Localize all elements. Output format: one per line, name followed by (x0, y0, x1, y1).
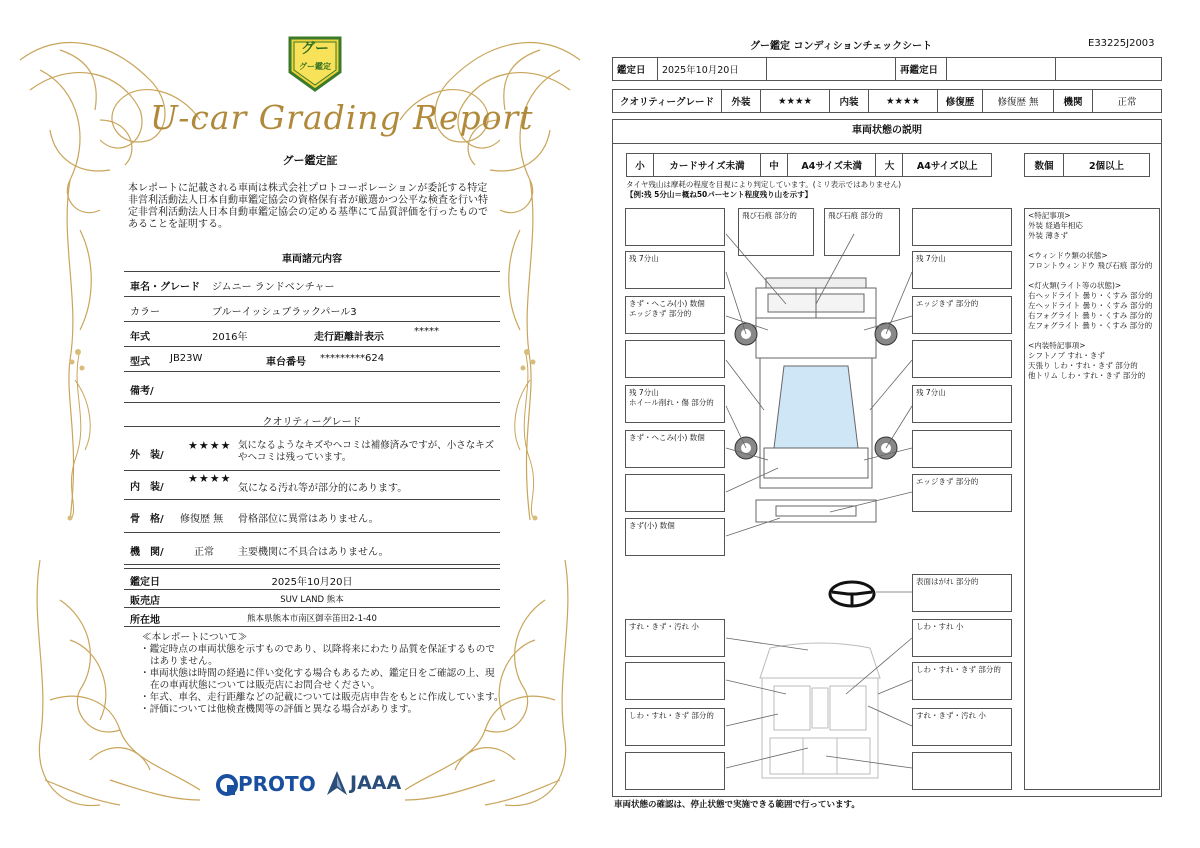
frame-text: 骨格部位に異常はありません。 (238, 514, 379, 525)
count-label: 数個 (1025, 154, 1064, 177)
year-value: 2016年 (212, 332, 248, 343)
callout-tire-rl: 残 7分山 ホイール削れ・傷 部分的 (625, 385, 725, 423)
address-value: 熊本県熊本市南区御幸笛田2-1-40 (247, 614, 377, 624)
size-small-desc: カードサイズ未満 (654, 154, 761, 177)
ext-stars: ★★★★ (761, 90, 830, 113)
sheet-title: グー鑑定 コンディションチェックシート (750, 41, 933, 52)
info-row-date (124, 568, 500, 590)
interior-stars: ★★★★ (188, 472, 232, 485)
sheet-footer: 車両状態の確認は、停止状態で実施できる範囲で行っています。 (614, 800, 860, 810)
report-script-title: U-car Grading Report (150, 98, 534, 137)
blank-cell (1056, 58, 1162, 81)
grade-row-interior (124, 471, 500, 500)
exterior-stars: ★★★★ (188, 439, 232, 452)
grade-row-frame (124, 500, 500, 533)
callout-empty (912, 430, 1012, 468)
spec-row-remarks (124, 372, 500, 403)
grade-table (612, 89, 1162, 113)
jaaa-logo (326, 770, 416, 798)
grade-row-engine (124, 533, 500, 565)
size-legend (626, 153, 992, 177)
odo-value: ***** (414, 326, 439, 337)
proto-logo-text: PROTO (238, 772, 316, 796)
spec-row-color (124, 296, 500, 322)
callout-interior-5: すれ・きず・汚れ 小 (912, 708, 1012, 746)
interior-text: 気になる汚れ等が部分的にあります。 (238, 483, 408, 494)
quality-divider (124, 426, 500, 427)
size-mid: 中 (760, 154, 787, 177)
qg-label: クオリティーグレード (613, 90, 722, 113)
cert-title: グー鑑定証 (282, 154, 338, 167)
cert-body: 本レポートに記載される車両は株式会社プロトコーポレーションが委託する特定非営利活動法人日本自動車鑑定協会の資格保有者が厳選かつ公平な検査を行い特定非営利活動法人日本自動車鑑定協会の定める基準にて品質評価を行ったものであることを証明する。 (128, 183, 488, 230)
tire-note-line1: タイヤ残山は摩耗の程度を目視により判定しています。(ミリ表示ではありません) (626, 180, 902, 189)
special-notes: <特記事項> 外装 経過年相応 外装 薄きず <ウィンドウ類の状態> フロントウィンドウ 飛び石痕 部分的 <灯火類(ライト等の状態)> 右ヘッドライト 曇り・くすみ 部分的 左ヘッドライト 曇り・くすみ 部分的 右フォグライト 曇り・くすみ 部分的 左フォグライト 曇り・くすみ 部分的 <内装特記事項> シフトノブ すれ・きず 天張り しわ・すれ・きず 部分的 他トリム しわ・すれ・きず 部分的 (1024, 208, 1160, 790)
callout-wheel: 表面はがれ 部分的 (912, 574, 1012, 612)
size-small: 小 (627, 154, 654, 177)
callout-tire-fl: 残 7分山 (625, 251, 725, 289)
quality-title: クオリティーグレード (262, 417, 362, 428)
callout-interior-3: しわ・すれ・きず 部分的 (625, 708, 725, 746)
callout-interior-2: しわ・すれ 小 (912, 619, 1012, 657)
int-stars: ★★★★ (869, 90, 938, 113)
callout-empty (625, 340, 725, 378)
blank-cell (767, 58, 896, 81)
engine-value: 正常 (194, 547, 214, 558)
note-item: ・鑑定時点の車両状態を示すものであり、以降将来にわたり品質を保証するものではありません。 (140, 644, 495, 667)
name-label: 車名・グレード (130, 282, 200, 293)
model-value: JB23W (170, 353, 203, 364)
repair-label: 修復歴 (938, 90, 983, 113)
size-mid-desc: A4サイズ未満 (787, 154, 876, 177)
engine-label: 機関 (1054, 90, 1093, 113)
model-label: 型式 (130, 357, 150, 368)
repair-value: 修復歴 無 (983, 90, 1054, 113)
callout-empty (625, 662, 725, 700)
callout-empty (625, 752, 725, 790)
seal-top-text: グー (301, 41, 329, 57)
chassis-label: 車台番号 (266, 357, 306, 368)
callout-front-right: 飛び石痕 部分的 (824, 208, 900, 256)
info-row-shop (124, 589, 500, 608)
callout-interior-4: しわ・すれ・きず 部分的 (912, 662, 1012, 700)
seal-text: グー鑑定 (299, 62, 331, 71)
shop-label: 販売店 (130, 596, 160, 607)
note-item: ・評価については他検査機関等の評価と異なる場合があります。 (140, 704, 418, 715)
callout-rear: きず(小) 数個 (625, 518, 725, 556)
int-label: 内装 (830, 90, 869, 113)
callout-empty (912, 340, 1012, 378)
engine-text: 主要機関に不具合はありません。 (238, 547, 389, 558)
count-legend (1024, 153, 1150, 177)
spec-row-model (124, 347, 500, 372)
specs-title: 車両諸元内容 (282, 254, 342, 265)
sheet-code: E33225J2003 (1088, 38, 1155, 49)
count-desc: 2個以上 (1064, 154, 1150, 177)
callout-tire-fr: 残 7分山 (912, 251, 1012, 289)
address-label: 所在地 (130, 615, 160, 626)
callout-empty (912, 208, 1012, 246)
note-item: ・年式、車名、走行距離などの記載については販売店申告をもとに作成しています。 (140, 692, 504, 703)
callout-right-edge: エッジきず 部分的 (912, 296, 1012, 334)
engine-label: 機 関/ (130, 547, 164, 558)
size-large: 大 (876, 154, 903, 177)
report-notes (136, 632, 504, 716)
reeval-value (947, 58, 1056, 81)
proto-logo (216, 772, 316, 798)
exterior-label: 外 装/ (130, 450, 164, 461)
jaaa-logo-text: JAAA (350, 772, 402, 794)
callout-left-dent2: きず・へこみ(小) 数個 (625, 430, 725, 468)
odo-label: 走行距離計表示 (314, 332, 384, 343)
reeval-label: 再鑑定日 (896, 58, 947, 81)
callout-tire-rr: 残 7分山 (912, 385, 1012, 423)
section-title: 車両状態の説明 (612, 119, 1162, 144)
year-label: 年式 (130, 332, 150, 343)
date-table (612, 57, 1162, 81)
condition-check-sheet (600, 0, 1200, 848)
callout-front-left: 飛び石痕 部分的 (738, 208, 814, 256)
note-item: ・車両状態は時間の経過に伴い変化する場合もあるため、鑑定日をご確認の上、現在の車両状態については販売店にお問合せください。 (140, 668, 495, 691)
chassis-value: *********624 (320, 353, 385, 364)
ext-label: 外装 (722, 90, 761, 113)
callout-empty (625, 208, 725, 246)
frame-value: 修復歴 無 (180, 514, 224, 525)
callout-right-edge2: エッジきず 部分的 (912, 474, 1012, 512)
remarks-label: 備考/ (130, 386, 154, 397)
spec-row-year (124, 322, 500, 347)
frame-label: 骨 格/ (130, 514, 164, 525)
tire-note (626, 180, 901, 200)
color-value: ブルーイッシュブラックパール3 (212, 307, 357, 318)
notes-title: ≪本レポートについて≫ (142, 632, 248, 643)
interior-label: 内 装/ (130, 482, 164, 493)
color-label: カラー (130, 307, 160, 318)
shop-value: SUV LAND 熊本 (280, 595, 344, 605)
date-label: 鑑定日 (130, 577, 160, 588)
spec-row-name (124, 271, 500, 297)
tire-note-line2: 【例:残 5分山＝概ね50パーセント程度残り山を示す】 (626, 190, 813, 199)
callout-empty (912, 752, 1012, 790)
grade-row-exterior (124, 434, 500, 471)
date-value: 2025年10月20日 (658, 58, 767, 81)
jaaa-mark-icon (326, 770, 348, 796)
engine-value: 正常 (1093, 90, 1162, 113)
callout-left-dent: きず・へこみ(小) 数個 エッジきず 部分的 (625, 296, 725, 334)
date-label: 鑑定日 (613, 58, 658, 81)
info-row-address (124, 608, 500, 627)
callout-interior-1: すれ・きず・汚れ 小 (625, 619, 725, 657)
proto-mark-icon (216, 773, 238, 797)
size-large-desc: A4サイズ以上 (903, 154, 992, 177)
exterior-text: 気になるようなキズやヘコミは補修済みですが、小さなキズやヘコミは残っています。 (238, 440, 495, 463)
date-value: 2025年10月20日 (271, 577, 353, 588)
name-value: ジムニー ランドベンチャー (212, 282, 335, 293)
callout-empty (625, 474, 725, 512)
